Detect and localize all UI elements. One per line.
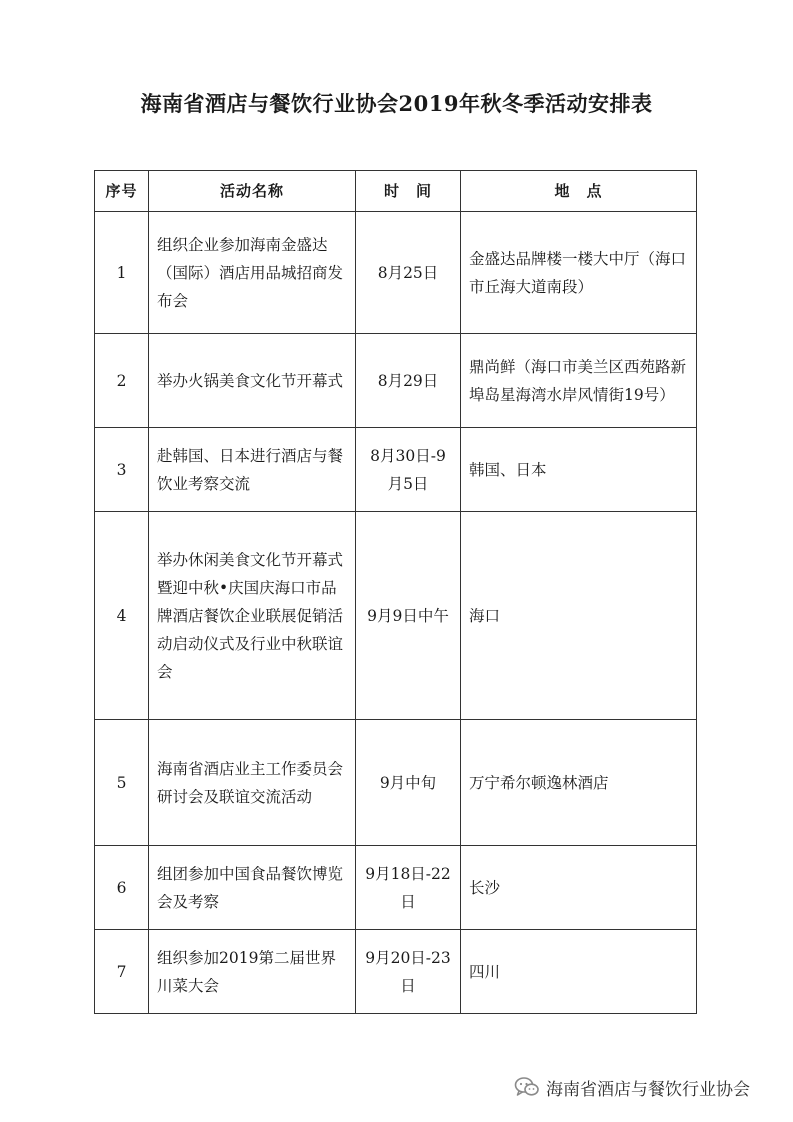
activity-location: 海口: [461, 512, 697, 720]
activity-time: 9月中旬: [356, 720, 461, 846]
table-header-row: [95, 171, 697, 212]
activity-time: 9月18日-22日: [356, 846, 461, 930]
document-title: 海南省酒店与餐饮行业协会2019年秋冬季活动安排表: [140, 91, 653, 116]
table-row: [95, 212, 697, 334]
table-row: [95, 930, 697, 1014]
row-number: 4: [95, 512, 149, 720]
row-number: 7: [95, 930, 149, 1014]
activity-location: 韩国、日本: [461, 428, 697, 512]
activity-name: 海南省酒店业主工作委员会研讨会及联谊交流活动: [149, 720, 356, 846]
activity-location: 四川: [461, 930, 697, 1014]
activity-name: 组团参加中国食品餐饮博览会及考察: [149, 846, 356, 930]
activity-name: 赴韩国、日本进行酒店与餐饮业考察交流: [149, 428, 356, 512]
activity-time: 8月30日-9月5日: [356, 428, 461, 512]
activity-name: 组织企业参加海南金盛达（国际）酒店用品城招商发布会: [149, 212, 356, 334]
activity-name: 举办火锅美食文化节开幕式: [149, 334, 356, 428]
activity-location: 万宁希尔顿逸林酒店: [461, 720, 697, 846]
row-number: 5: [95, 720, 149, 846]
row-number: 2: [95, 334, 149, 428]
table-row: [95, 512, 697, 720]
row-number: 3: [95, 428, 149, 512]
activity-time: 9月9日中午: [356, 512, 461, 720]
activity-name: 组织参加2019第二届世界川菜大会: [149, 930, 356, 1014]
activity-name: 举办休闲美食文化节开幕式暨迎中秋•庆国庆海口市品牌酒店餐饮企业联展促销活动启动仪式及行业中秋联谊会: [149, 512, 356, 720]
wechat-watermark: [514, 1074, 750, 1100]
activity-location: 长沙: [461, 846, 697, 930]
header-activity-name: 活动名称: [149, 171, 356, 212]
table-row: [95, 428, 697, 512]
activity-location: 金盛达品牌楼一楼大中厅（海口市丘海大道南段）: [461, 212, 697, 334]
activity-time: 9月20日-23日: [356, 930, 461, 1014]
header-time: 时 间: [356, 171, 461, 212]
row-number: 1: [95, 212, 149, 334]
wechat-account-name: 海南省酒店与餐饮行业协会: [546, 1079, 750, 1100]
table-row: [95, 846, 697, 930]
activity-time: 8月29日: [356, 334, 461, 428]
activity-schedule-table: [94, 170, 697, 1014]
wechat-icon: [514, 1076, 540, 1098]
activity-location: 鼎尚鲜（海口市美兰区西苑路新埠岛星海湾水岸风情街19号）: [461, 334, 697, 428]
header-no: 序号: [95, 171, 149, 212]
header-location: 地 点: [461, 171, 697, 212]
activity-time: 8月25日: [356, 212, 461, 334]
table-row: [95, 720, 697, 846]
row-number: 6: [95, 846, 149, 930]
table-row: [95, 334, 697, 428]
